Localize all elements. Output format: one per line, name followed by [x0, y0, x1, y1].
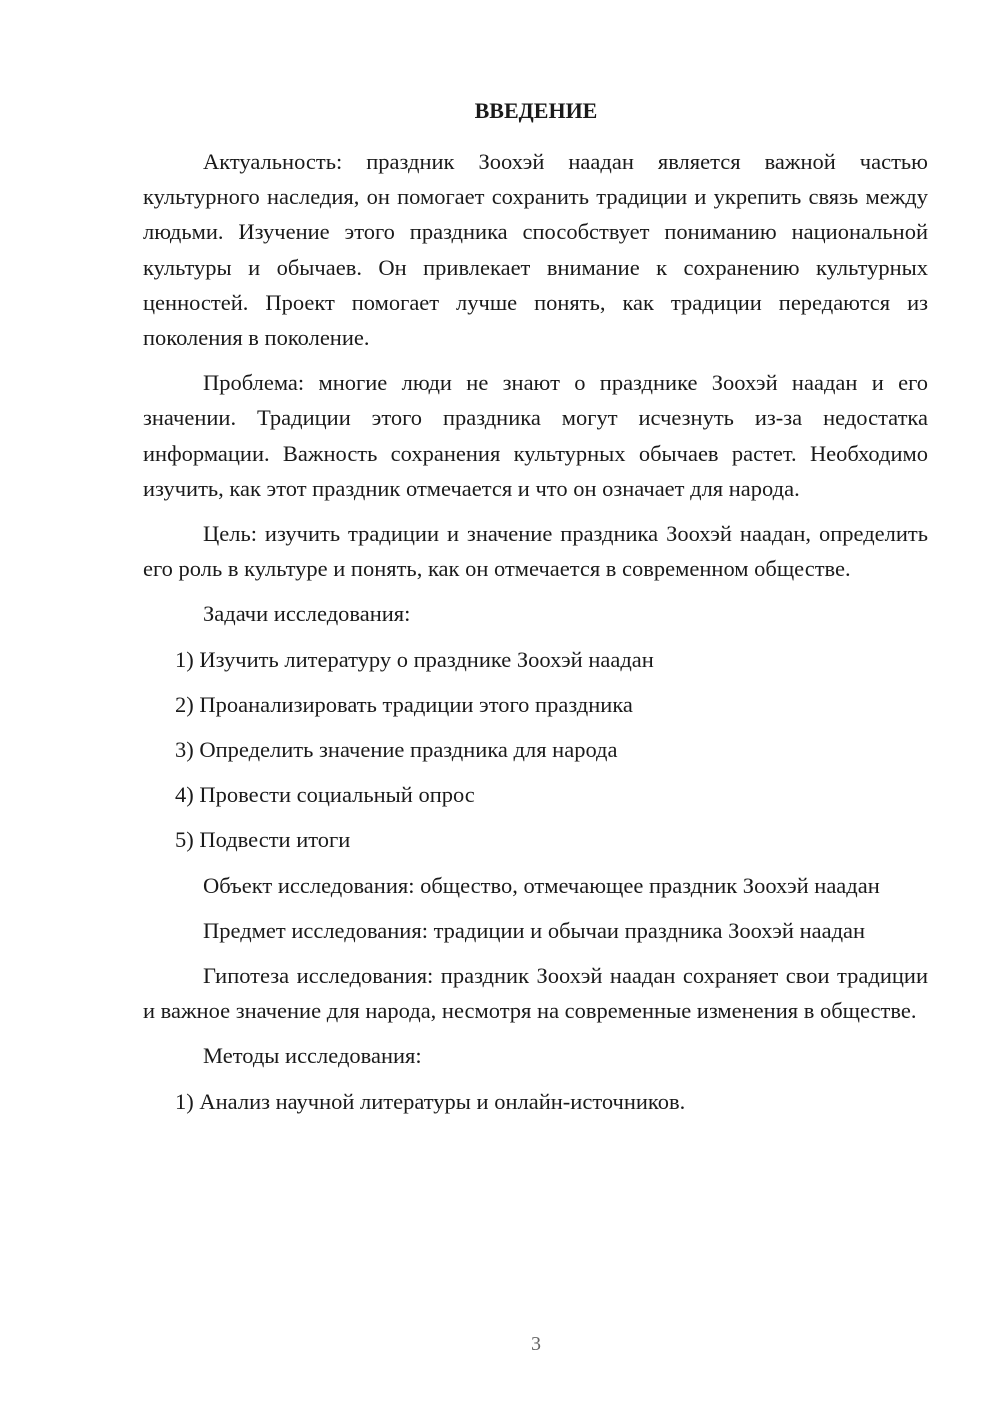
- paragraph-problem: Проблема: многие люди не знают о празднике Зоохэй наадан и его значении. Традиции этого праздника могут исчезнуть из-за недостатка информации. Важность сохранения культурных обычаев растет. Необходимо изучить, как этот праздник отмечается и что он означает для народа.: [143, 370, 928, 501]
- method-item: 1) Анализ научной литературы и онлайн-источников.: [175, 1088, 686, 1114]
- task-item: 5) Подвести итоги: [175, 827, 351, 853]
- paragraph-object: Объект исследования: общество, отмечающее праздник Зоохэй наадан: [203, 872, 880, 898]
- task-item: 4) Провести социальный опрос: [175, 782, 475, 808]
- page-number: 3: [531, 1333, 541, 1355]
- paragraph-relevance: Актуальность: праздник Зоохэй наадан является важной частью культурного наследия, он помогает сохранить традиции и укрепить связь между людьми. Изучение этого праздника способствует пониманию национальной культуры и обычаев. Он привлекает внимание к сохранению культурных ценностей. Проект помогает лучше понять, как традиции передаются из поколения в поколение.: [143, 149, 928, 351]
- task-item: 3) Определить значение праздника для народа: [175, 737, 618, 763]
- task-item: 1) Изучить литературу о празднике Зоохэй наадан: [175, 646, 654, 672]
- methods-heading: Методы исследования:: [203, 1043, 422, 1069]
- tasks-heading: Задачи исследования:: [203, 601, 411, 627]
- page-title: ВВЕДЕНИЕ: [474, 98, 598, 123]
- task-item: 2) Проанализировать традиции этого праздника: [175, 691, 633, 717]
- paragraph-subject: Предмет исследования: традиции и обычаи праздника Зоохэй наадан: [203, 917, 866, 943]
- paragraph-goal: Цель: изучить традиции и значение праздника Зоохэй наадан, определить его роль в культуре и понять, как он отмечается в современном обществе.: [143, 521, 928, 582]
- paragraph-hypothesis: Гипотеза исследования: праздник Зоохэй наадан сохраняет свои традиции и важное значение для народа, несмотря на современные изменения в обществе.: [143, 963, 928, 1024]
- document-body: [143, 144, 928, 1129]
